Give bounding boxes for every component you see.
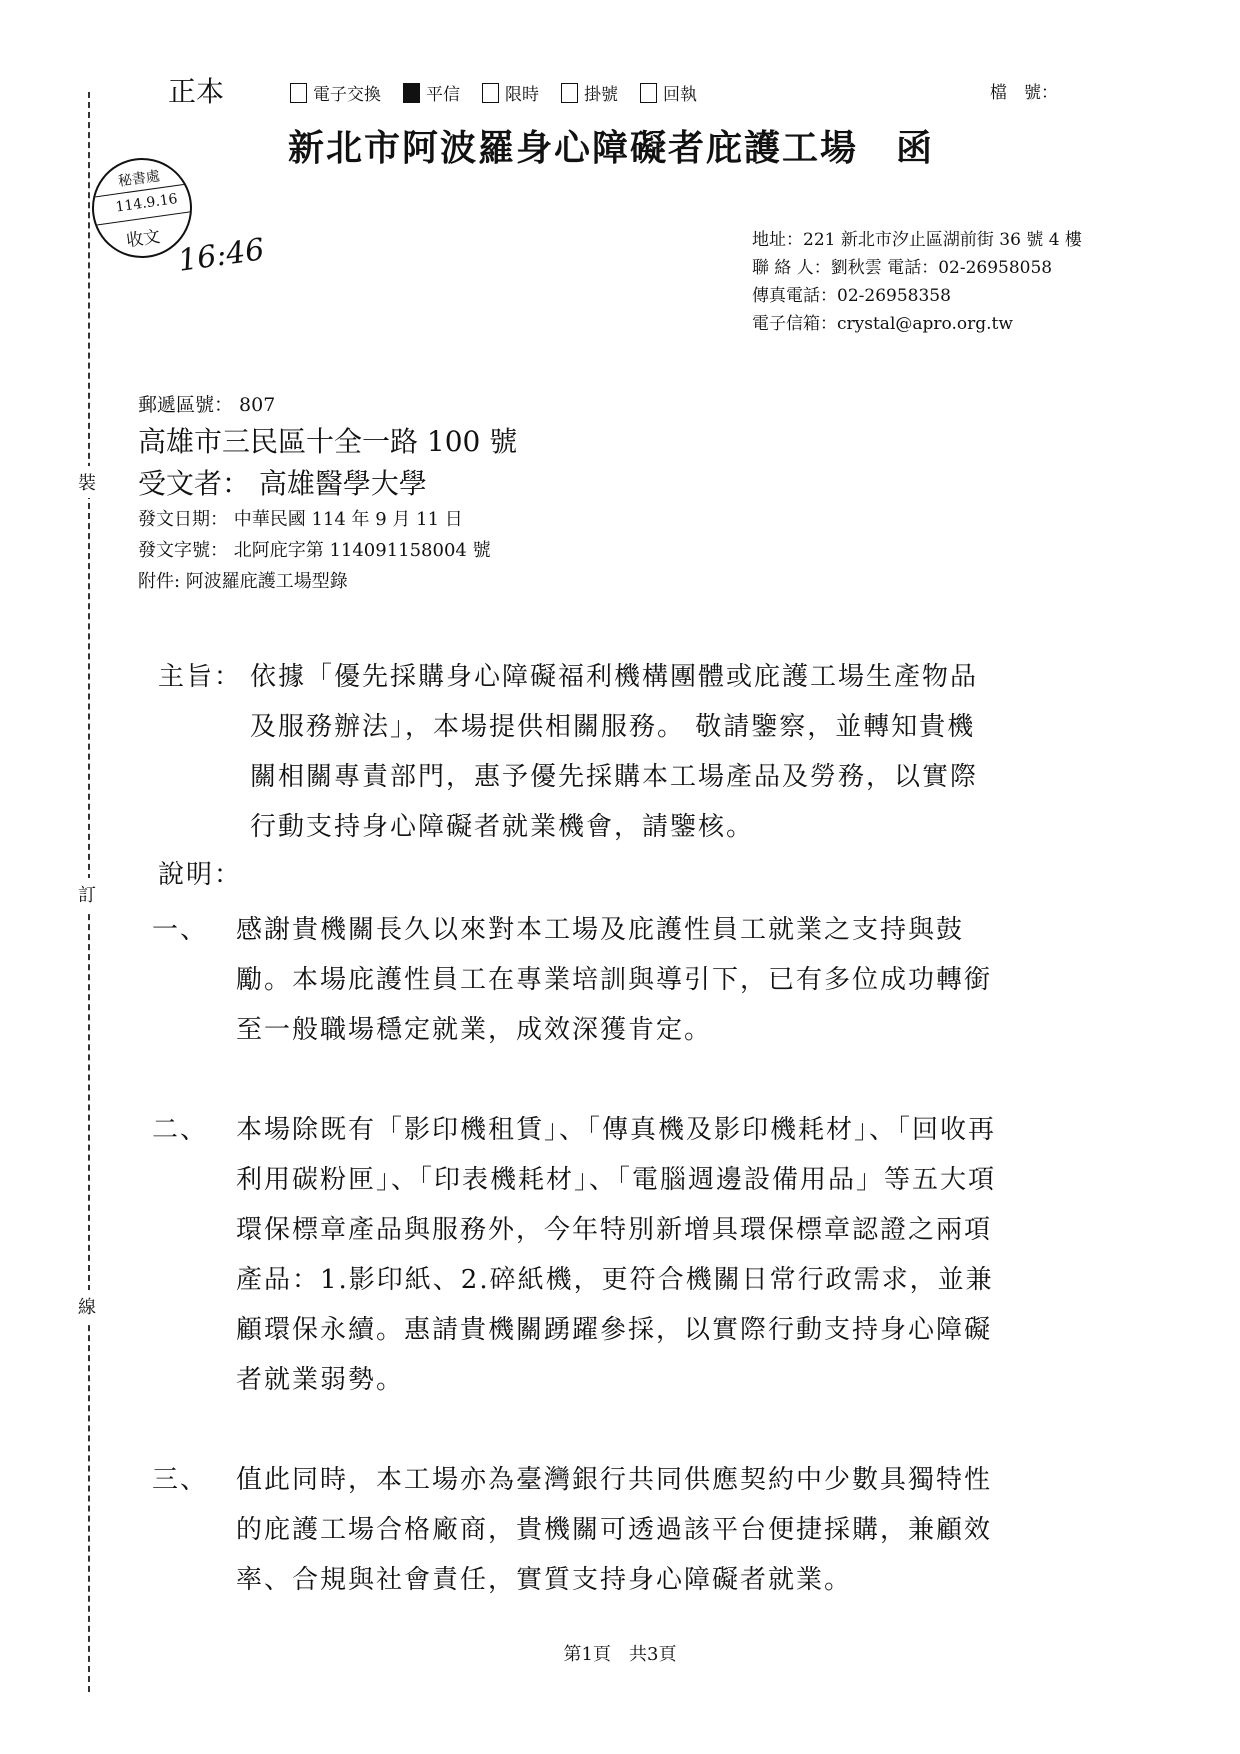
checked-box-icon xyxy=(403,83,420,103)
item-line: 勵。本場庇護性員工在專業培訓與導引下，已有多位成功轉銜 xyxy=(236,965,993,995)
document-title: 新北市阿波羅身心障礙者庇護工場 函 xyxy=(288,127,935,169)
item-line: 利用碳粉匣」、「印表機耗材」、「電腦週邊設備用品」等五大項 xyxy=(236,1165,997,1195)
recipient-address: 高雄市三民區十全一路 100 號 xyxy=(138,425,518,458)
delivery-option xyxy=(561,80,618,105)
sender-address: 地址：221 新北市汐止區湖前街 36 號 4 樓 xyxy=(752,230,1082,250)
checkbox-icon xyxy=(561,83,578,103)
issue-date: 發文日期： 中華民國 114 年 9 月 11 日 xyxy=(138,509,463,530)
subject-text xyxy=(250,652,978,852)
item-text xyxy=(236,905,992,1055)
delivery-option xyxy=(403,80,460,105)
sender-contact: 聯 絡 人：劉秋雲 電話：02-26958058 xyxy=(752,258,1053,278)
attachment: 附件: 阿波羅庇護工場型錄 xyxy=(138,571,348,592)
item-number: 三、 xyxy=(152,1465,209,1495)
binding-label-top: 裝 xyxy=(78,466,96,498)
postal-code: 郵遞區號： 807 xyxy=(138,394,276,416)
subject-line: 關相關專責部門，惠予優先採購本工場產品及勞務，以實際 xyxy=(250,762,979,792)
recipient-name: 受文者： 高雄醫學大學 xyxy=(138,467,427,500)
subject-line: 依據「優先採購身心障礙福利機構團體或庇護工場生產物品 xyxy=(250,662,979,692)
item-line: 感謝貴機關長久以來對本工場及庇護性員工就業之支持與鼓 xyxy=(236,915,965,945)
item-line: 顧環保永續。惠請貴機關踴躍參採，以實際行動支持身心障礙 xyxy=(236,1315,993,1345)
document-number: 發文字號： 北阿庇字第 114091158004 號 xyxy=(138,540,491,561)
explanation-label: 說明： xyxy=(158,860,243,890)
delivery-option-label: 限時 xyxy=(505,85,539,105)
delivery-option-label: 電子交換 xyxy=(313,85,381,105)
delivery-option xyxy=(640,80,697,105)
item-number: 一、 xyxy=(152,915,209,945)
page-footer: 第1頁 共3頁 xyxy=(563,1644,677,1665)
item-line: 產品：1.影印紙、2.碎紙機，更符合機關日常行政需求，並兼 xyxy=(236,1265,994,1295)
stamp-date: 114.9.16 xyxy=(114,191,179,216)
delivery-option-label: 回執 xyxy=(663,85,697,105)
sender-info xyxy=(752,226,1082,338)
sender-email: 電子信箱：crystal@apro.org.tw xyxy=(752,314,1013,334)
stamp-label: 收文 xyxy=(125,226,162,252)
sender-fax: 傳真電話：02-26958358 xyxy=(752,286,951,306)
checkbox-icon xyxy=(482,83,499,103)
item-text xyxy=(236,1455,992,1605)
item-line: 本場除既有「影印機租賃」、「傳真機及影印機耗材」、「回收再 xyxy=(236,1115,997,1145)
stamp-unit: 秘書處 xyxy=(117,168,161,190)
checkbox-icon xyxy=(640,83,657,103)
item-line: 的庇護工場合格廠商，貴機關可透過該平台便捷採購，兼顧效 xyxy=(236,1515,993,1545)
item-line: 率、合規與社會責任，實質支持身心障礙者就業。 xyxy=(236,1565,853,1595)
subject-line: 行動支持身心障礙者就業機會，請鑒核。 xyxy=(250,812,755,842)
subject-line: 及服務辦法」，本場提供相關服務。 敬請鑒察，並轉知貴機 xyxy=(250,712,976,742)
delivery-options xyxy=(290,80,719,107)
delivery-option xyxy=(482,80,539,105)
binding-label-bottom: 線 xyxy=(78,1290,96,1322)
delivery-option-label: 掛號 xyxy=(584,85,618,105)
binding-label-middle: 訂 xyxy=(78,878,96,910)
handwritten-time: 16:46 xyxy=(175,232,267,279)
item-line: 者就業弱勢。 xyxy=(236,1365,405,1395)
subject-label: 主旨： xyxy=(158,662,243,692)
checkbox-icon xyxy=(290,83,307,103)
item-line: 環保標章產品與服務外，今年特別新增具環保標章認證之兩項 xyxy=(236,1215,993,1245)
file-number-label: 檔 號： xyxy=(990,83,1058,103)
item-text xyxy=(236,1105,996,1405)
item-line: 至一般職場穩定就業，成效深獲肯定。 xyxy=(236,1015,713,1045)
delivery-option-label: 平信 xyxy=(426,85,460,105)
item-line: 值此同時，本工場亦為臺灣銀行共同供應契約中少數具獨特性 xyxy=(236,1465,993,1495)
delivery-option xyxy=(290,80,381,105)
copy-type: 正本 xyxy=(168,75,225,108)
item-number: 二、 xyxy=(152,1115,209,1145)
